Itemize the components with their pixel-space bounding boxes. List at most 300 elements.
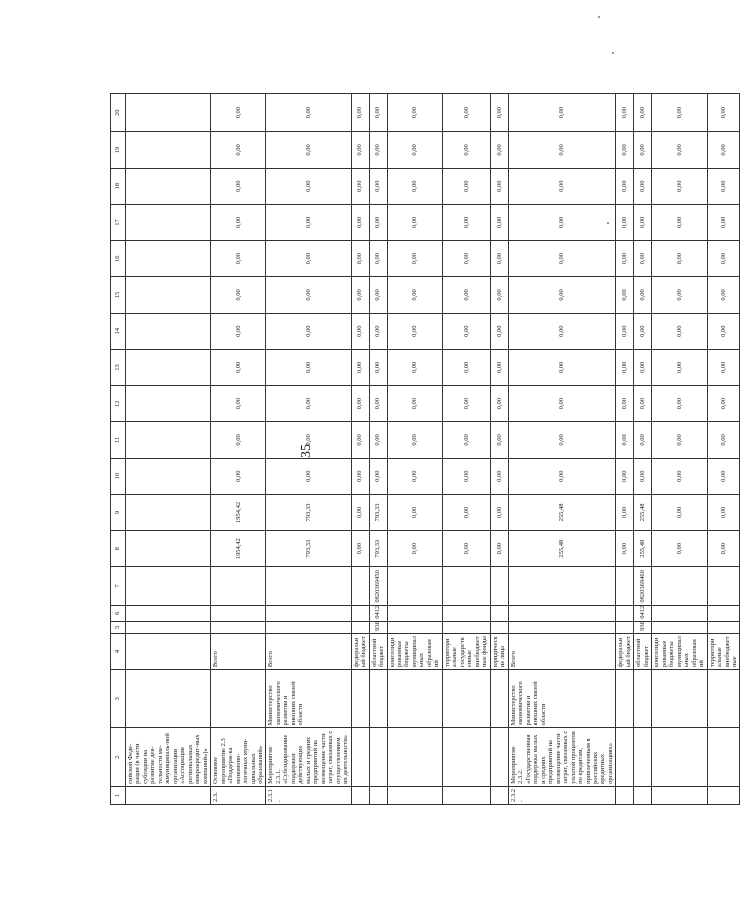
- value-cell: 0,00: [442, 204, 490, 240]
- value-cell: 0,00: [442, 531, 490, 567]
- value-cell: [126, 94, 211, 132]
- grbs-code-cell: [211, 621, 266, 633]
- value-cell: 0,00: [369, 204, 387, 240]
- value-cell: 0,00: [351, 277, 369, 313]
- value-cell: 0,00: [490, 494, 508, 530]
- header-cell: 19: [111, 132, 126, 168]
- section-code-cell: [616, 605, 634, 621]
- value-cell: 0,00: [351, 204, 369, 240]
- section-code-cell: [387, 605, 442, 621]
- value-cell: 0,00: [707, 94, 740, 132]
- value-cell: 0,00: [616, 132, 634, 168]
- grbs-code-cell: [508, 621, 616, 633]
- value-cell: 0,00: [634, 458, 652, 494]
- target-article-cell: [707, 567, 740, 605]
- header-cell: 20: [111, 94, 126, 132]
- scan-speck: [607, 222, 609, 224]
- value-cell: 0,00: [652, 349, 707, 385]
- executor-cell: [351, 670, 369, 728]
- grbs-code-cell: [442, 621, 490, 633]
- target-article-cell: [442, 567, 490, 605]
- grbs-code-cell: [490, 621, 508, 633]
- page-number: 35: [299, 444, 314, 458]
- header-cell: 6: [111, 605, 126, 621]
- section-code-cell: 0412: [634, 605, 652, 621]
- value-cell: 0,00: [616, 386, 634, 422]
- value-cell: 0,00: [211, 94, 266, 132]
- row-number-cell: [369, 786, 387, 804]
- row-number-cell: [634, 786, 652, 804]
- value-cell: 0,00: [652, 422, 707, 458]
- value-cell: 0,00: [266, 277, 351, 313]
- value-cell: 0,00: [490, 277, 508, 313]
- section-code-cell: [707, 605, 740, 621]
- table-row: [351, 94, 369, 805]
- value-cell: [126, 277, 211, 313]
- value-cell: 0,00: [707, 132, 740, 168]
- grbs-code-cell: 936: [369, 621, 387, 633]
- header-cell: 12: [111, 386, 126, 422]
- value-cell: [126, 422, 211, 458]
- value-cell: 0,00: [490, 531, 508, 567]
- value-cell: 0,00: [634, 313, 652, 349]
- value-cell: 0,00: [707, 386, 740, 422]
- grbs-code-cell: [652, 621, 707, 633]
- section-code-cell: [490, 605, 508, 621]
- value-cell: 0,00: [652, 494, 707, 530]
- grbs-code-cell: [707, 621, 740, 633]
- value-cell: 0,00: [616, 349, 634, 385]
- measure-name-cell: сийской Феде-рации (в части субсидии на развитие дея-тельности ме-жмуниципаль-ной организации «Ассоциация региональных микрокредит-ных компаний»)»: [126, 728, 211, 786]
- value-cell: 0,00: [490, 94, 508, 132]
- measure-name-cell: [351, 728, 369, 786]
- value-cell: 0,00: [387, 349, 442, 385]
- table-row: [707, 94, 740, 805]
- value-cell: 0,00: [508, 94, 616, 132]
- row-number-cell: [351, 786, 369, 804]
- value-cell: 0,00: [211, 168, 266, 204]
- value-cell: 0,00: [508, 204, 616, 240]
- value-cell: 0,00: [266, 386, 351, 422]
- value-cell: 0,00: [351, 313, 369, 349]
- value-cell: 0,00: [351, 241, 369, 277]
- value-cell: 0,00: [634, 277, 652, 313]
- row-number-cell: [442, 786, 490, 804]
- value-cell: 0,00: [634, 132, 652, 168]
- value-cell: 0,00: [351, 349, 369, 385]
- value-cell: 0,00: [616, 94, 634, 132]
- value-cell: 0,00: [508, 277, 616, 313]
- header-cell: 8: [111, 531, 126, 567]
- value-cell: 0,00: [369, 277, 387, 313]
- grbs-code-cell: [351, 621, 369, 633]
- value-cell: 0,00: [211, 132, 266, 168]
- funding-source-cell: областной бюджет: [369, 633, 387, 669]
- funding-source-cell: юридические лица: [490, 633, 508, 669]
- value-cell: 0,00: [616, 277, 634, 313]
- target-article-cell: [266, 567, 351, 605]
- header-cell: 1: [111, 786, 126, 804]
- table-row: [634, 94, 652, 805]
- executor-cell: Министерство экономического развития и внешних связей области: [508, 670, 616, 728]
- value-cell: 0,00: [369, 349, 387, 385]
- value-cell: 793,33: [369, 494, 387, 530]
- header-cell: 4: [111, 633, 126, 669]
- value-cell: 0,00: [211, 277, 266, 313]
- value-cell: 0,00: [387, 494, 442, 530]
- header-cell: 10: [111, 458, 126, 494]
- value-cell: 0,00: [387, 277, 442, 313]
- table-row: [442, 94, 490, 805]
- grbs-code-cell: [387, 621, 442, 633]
- value-cell: 0,00: [351, 386, 369, 422]
- executor-cell: [490, 670, 508, 728]
- table-row: [508, 94, 616, 805]
- value-cell: 0,00: [490, 386, 508, 422]
- measure-name-cell: [634, 728, 652, 786]
- value-cell: 0,00: [442, 349, 490, 385]
- grbs-code-cell: [616, 621, 634, 633]
- funding-source-cell: областной бюджет: [634, 633, 652, 669]
- row-number-cell: 2.3.1.: [266, 786, 351, 804]
- value-cell: 0,00: [387, 531, 442, 567]
- value-cell: 0,00: [387, 386, 442, 422]
- value-cell: 0,00: [508, 168, 616, 204]
- funding-source-cell: территориальные государственные внебюджетные фонды: [442, 633, 490, 669]
- value-cell: 0,00: [707, 494, 740, 530]
- section-code-cell: [266, 605, 351, 621]
- value-cell: 0,00: [211, 241, 266, 277]
- value-cell: 0,00: [652, 94, 707, 132]
- value-cell: 0,00: [442, 422, 490, 458]
- value-cell: 0,00: [652, 204, 707, 240]
- value-cell: 0,00: [508, 313, 616, 349]
- value-cell: 0,00: [707, 422, 740, 458]
- executor-cell: [211, 670, 266, 728]
- value-cell: 0,00: [508, 349, 616, 385]
- row-number-cell: 2.3.: [211, 786, 266, 804]
- value-cell: 0,00: [616, 204, 634, 240]
- value-cell: 0,00: [442, 168, 490, 204]
- table-row: [387, 94, 442, 805]
- value-cell: 0,00: [707, 531, 740, 567]
- value-cell: 0,00: [490, 204, 508, 240]
- value-cell: 0,00: [266, 349, 351, 385]
- header-cell: 5: [111, 621, 126, 633]
- value-cell: 0,00: [707, 313, 740, 349]
- value-cell: 0,00: [490, 349, 508, 385]
- table-row: [490, 94, 508, 805]
- measure-name-cell: Основное мероприятие 2.3 «Поддерж-ка мономоно-логичных муни-ципальных образований»: [211, 728, 266, 786]
- value-cell: 1954,42: [211, 531, 266, 567]
- funding-source-cell: консолидированные бюджеты муниципальных образований: [652, 633, 707, 669]
- value-cell: 0,00: [266, 458, 351, 494]
- section-code-cell: [126, 605, 211, 621]
- value-cell: 0,00: [616, 494, 634, 530]
- target-article-cell: [616, 567, 634, 605]
- value-cell: 0,00: [707, 458, 740, 494]
- measure-name-cell: [369, 728, 387, 786]
- value-cell: 0,00: [369, 422, 387, 458]
- value-cell: 0,00: [508, 422, 616, 458]
- target-article-cell: 0820369450: [369, 567, 387, 605]
- value-cell: 0,00: [369, 241, 387, 277]
- target-article-cell: [508, 567, 616, 605]
- value-cell: 0,00: [442, 313, 490, 349]
- value-cell: 0,00: [707, 241, 740, 277]
- value-cell: 0,00: [652, 168, 707, 204]
- value-cell: 0,00: [508, 386, 616, 422]
- header-cell: 18: [111, 168, 126, 204]
- value-cell: [126, 204, 211, 240]
- value-cell: 0,00: [369, 313, 387, 349]
- value-cell: 0,00: [634, 94, 652, 132]
- value-cell: 0,00: [369, 386, 387, 422]
- funding-source-cell: Всего: [266, 633, 351, 669]
- value-cell: 0,00: [369, 168, 387, 204]
- value-cell: 255,48: [508, 494, 616, 530]
- executor-cell: [126, 670, 211, 728]
- header-cell: 3: [111, 670, 126, 728]
- value-cell: 0,00: [387, 313, 442, 349]
- value-cell: 0,00: [369, 132, 387, 168]
- target-article-cell: [211, 567, 266, 605]
- executor-cell: [387, 670, 442, 728]
- funding-source-cell: Всего: [508, 633, 616, 669]
- value-cell: 0,00: [211, 204, 266, 240]
- value-cell: [126, 458, 211, 494]
- scan-speck: [612, 52, 614, 54]
- value-cell: 0,00: [351, 132, 369, 168]
- value-cell: 0,00: [490, 168, 508, 204]
- value-cell: [126, 132, 211, 168]
- row-number-cell: [490, 786, 508, 804]
- value-cell: 0,00: [490, 458, 508, 494]
- executor-cell: [442, 670, 490, 728]
- executor-cell: [369, 670, 387, 728]
- value-cell: 793,33: [266, 494, 351, 530]
- section-code-cell: [351, 605, 369, 621]
- value-cell: 0,00: [442, 241, 490, 277]
- value-cell: 0,00: [707, 277, 740, 313]
- value-cell: 0,00: [266, 313, 351, 349]
- value-cell: 0,00: [616, 531, 634, 567]
- value-cell: 0,00: [616, 458, 634, 494]
- value-cell: 0,00: [652, 241, 707, 277]
- value-cell: [126, 241, 211, 277]
- funding-source-cell: Всего: [211, 633, 266, 669]
- target-article-cell: [351, 567, 369, 605]
- value-cell: 0,00: [652, 132, 707, 168]
- header-cell: 15: [111, 277, 126, 313]
- value-cell: 0,00: [490, 241, 508, 277]
- grbs-code-cell: [126, 621, 211, 633]
- value-cell: 0,00: [616, 241, 634, 277]
- value-cell: 0,00: [634, 168, 652, 204]
- value-cell: [126, 168, 211, 204]
- value-cell: 0,00: [508, 458, 616, 494]
- value-cell: 0,00: [211, 349, 266, 385]
- value-cell: 0,00: [508, 132, 616, 168]
- funding-source-cell: консолидированные бюджеты муниципальных образований: [387, 633, 442, 669]
- value-cell: 0,00: [616, 422, 634, 458]
- value-cell: 0,00: [707, 204, 740, 240]
- value-cell: 0,00: [266, 241, 351, 277]
- value-cell: 0,00: [490, 422, 508, 458]
- table-row: [369, 94, 387, 805]
- value-cell: 0,00: [351, 168, 369, 204]
- section-code-cell: [211, 605, 266, 621]
- value-cell: 0,00: [616, 168, 634, 204]
- executor-cell: [634, 670, 652, 728]
- section-code-cell: [508, 605, 616, 621]
- row-number-cell: [126, 786, 211, 804]
- value-cell: [126, 531, 211, 567]
- section-code-cell: [442, 605, 490, 621]
- executor-cell: [707, 670, 740, 728]
- value-cell: 255,48: [634, 531, 652, 567]
- value-cell: 793,33: [266, 531, 351, 567]
- value-cell: 0,00: [387, 204, 442, 240]
- value-cell: 255,48: [634, 494, 652, 530]
- value-cell: 0,00: [652, 313, 707, 349]
- value-cell: 0,00: [211, 313, 266, 349]
- row-number-cell: [652, 786, 707, 804]
- value-cell: 0,00: [442, 386, 490, 422]
- target-article-cell: [387, 567, 442, 605]
- row-number-cell: [387, 786, 442, 804]
- value-cell: [126, 386, 211, 422]
- value-cell: 255,48: [508, 531, 616, 567]
- header-cell: 2: [111, 728, 126, 786]
- value-cell: 0,00: [266, 94, 351, 132]
- value-cell: 0,00: [652, 277, 707, 313]
- section-code-cell: 0412: [369, 605, 387, 621]
- section-code-cell: [652, 605, 707, 621]
- budget-table: [110, 93, 740, 805]
- value-cell: 0,00: [211, 422, 266, 458]
- value-cell: 0,00: [266, 168, 351, 204]
- value-cell: 0,00: [634, 204, 652, 240]
- value-cell: 0,00: [634, 349, 652, 385]
- value-cell: 0,00: [442, 494, 490, 530]
- value-cell: 793,33: [369, 531, 387, 567]
- header-row: [111, 94, 126, 805]
- measure-name-cell: Мероприятие 2.3.2. «Государственная поддержка малых и средних предприятий на возмещение части затрат, связанных с уплатой процентов по кредитам, привлеченным в российских кредитных организациях»: [508, 728, 616, 786]
- measure-name-cell: Мероприятие 2.3.1. «Субсидирование поддержки действующих малых и средних предприятий на возмещение части затрат, связанных с осуществлением их деятельности»: [266, 728, 351, 786]
- value-cell: [126, 349, 211, 385]
- measure-name-cell: [490, 728, 508, 786]
- value-cell: 0,00: [387, 422, 442, 458]
- value-cell: 0,00: [351, 458, 369, 494]
- grbs-code-cell: 936: [634, 621, 652, 633]
- value-cell: 0,00: [707, 349, 740, 385]
- funding-source-cell: [126, 633, 211, 669]
- target-article-cell: [490, 567, 508, 605]
- value-cell: [126, 494, 211, 530]
- value-cell: 0,00: [652, 386, 707, 422]
- value-cell: 0,00: [387, 241, 442, 277]
- measure-name-cell: [616, 728, 634, 786]
- grbs-code-cell: [266, 621, 351, 633]
- value-cell: 0,00: [442, 94, 490, 132]
- value-cell: 0,00: [351, 494, 369, 530]
- header-cell: 16: [111, 241, 126, 277]
- value-cell: 0,00: [369, 94, 387, 132]
- executor-cell: [616, 670, 634, 728]
- value-cell: 0,00: [387, 458, 442, 494]
- value-cell: 0,00: [211, 386, 266, 422]
- value-cell: 0,00: [266, 132, 351, 168]
- value-cell: 0,00: [707, 168, 740, 204]
- measure-name-cell: [387, 728, 442, 786]
- value-cell: 0,00: [351, 531, 369, 567]
- rotated-table-wrapper: [110, 93, 738, 805]
- measure-name-cell: [442, 728, 490, 786]
- value-cell: 0,00: [634, 241, 652, 277]
- header-cell: 14: [111, 313, 126, 349]
- table-row: [652, 94, 707, 805]
- value-cell: 0,00: [266, 422, 351, 458]
- value-cell: 0,00: [351, 94, 369, 132]
- table-row: [616, 94, 634, 805]
- value-cell: 0,00: [387, 132, 442, 168]
- table-row: [126, 94, 211, 805]
- row-number-cell: [707, 786, 740, 804]
- value-cell: 0,00: [211, 458, 266, 494]
- value-cell: 1954,42: [211, 494, 266, 530]
- row-number-cell: 2.3.2.: [508, 786, 616, 804]
- table-body: [126, 94, 740, 805]
- value-cell: 0,00: [442, 277, 490, 313]
- funding-source-cell: федеральный бюджет: [616, 633, 634, 669]
- measure-name-cell: [652, 728, 707, 786]
- value-cell: 0,00: [490, 313, 508, 349]
- executor-cell: [652, 670, 707, 728]
- value-cell: 0,00: [387, 168, 442, 204]
- header-cell: 7: [111, 567, 126, 605]
- value-cell: 0,00: [652, 531, 707, 567]
- header-cell: 13: [111, 349, 126, 385]
- row-number-cell: [616, 786, 634, 804]
- header-cell: 11: [111, 422, 126, 458]
- value-cell: 0,00: [369, 458, 387, 494]
- target-article-cell: 0820369460: [634, 567, 652, 605]
- target-article-cell: [126, 567, 211, 605]
- table-row: [266, 94, 351, 805]
- value-cell: 0,00: [442, 458, 490, 494]
- header-cell: 9: [111, 494, 126, 530]
- executor-cell: Министерство экономического развития и внешних связей области: [266, 670, 351, 728]
- funding-source-cell: территориальные внебюджетные: [707, 633, 740, 669]
- value-cell: 0,00: [508, 241, 616, 277]
- target-article-cell: [652, 567, 707, 605]
- scan-speck: [598, 16, 600, 18]
- measure-name-cell: [707, 728, 740, 786]
- value-cell: 0,00: [634, 386, 652, 422]
- value-cell: 0,00: [616, 313, 634, 349]
- value-cell: 0,00: [442, 132, 490, 168]
- value-cell: 0,00: [387, 94, 442, 132]
- table-row: [211, 94, 266, 805]
- value-cell: 0,00: [266, 204, 351, 240]
- value-cell: 0,00: [634, 422, 652, 458]
- header-cell: 17: [111, 204, 126, 240]
- funding-source-cell: федеральный бюджет: [351, 633, 369, 669]
- value-cell: [126, 313, 211, 349]
- value-cell: 0,00: [490, 132, 508, 168]
- value-cell: 0,00: [351, 422, 369, 458]
